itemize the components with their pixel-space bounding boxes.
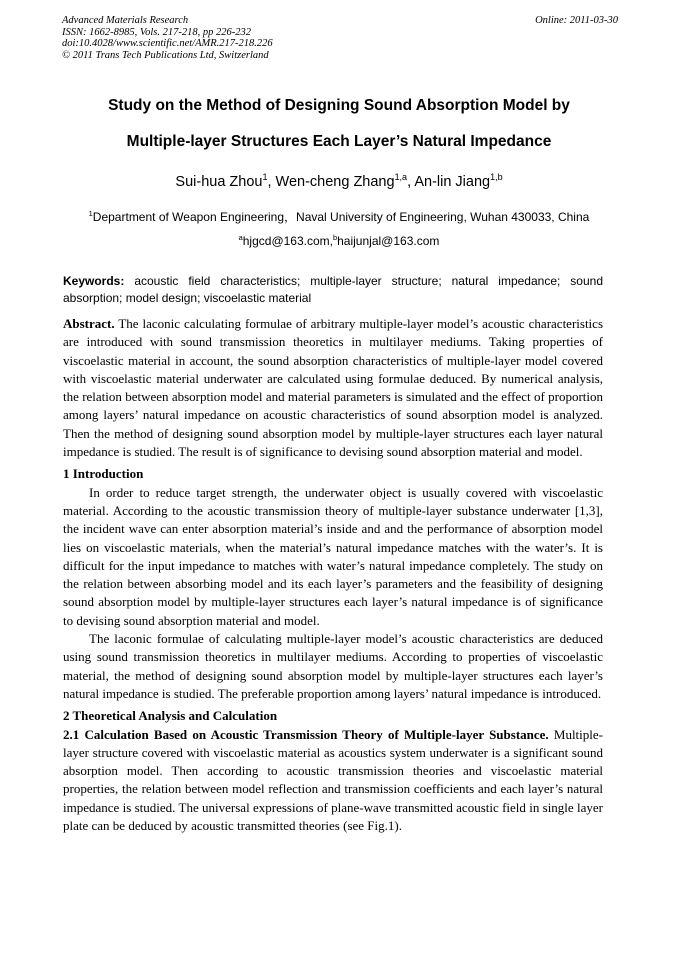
abstract-text: The laconic calculating formulae of arbitrary multiple-layer model’s acoustic characteristics are introduced with sound transmission theoretics in multilayer mediums. Taking properties of viscoelastic material in account, the sound absorption characteristics of multiple-layer model covered with viscoelastic material underwater are calculated using formulae deduced. By numerical analysis, the relation between absorption model and material parameters is simulated and the effect of proportion among layers’ natural impedance on acoustic characteristics of sound absorption model is analyzed. Then the method of designing sound absorption model by multiple-layer structures each layer natural impedance is studied. The result is of significance to devising sound absorption material and model. — [63, 316, 603, 460]
subsection-2-1-heading: 2.1 Calculation Based on Acoustic Transmission Theory of Multiple-layer Substance. — [63, 726, 549, 742]
author-3-affiliation: 1,b — [490, 172, 503, 183]
author-1: Sui-hua Zhou — [175, 174, 263, 190]
paper-title-line-2: Multiple-layer Structures Each Layer’s Natural Impedance — [126, 133, 552, 150]
affiliation-text: Department of Weapon Engineering，Naval University of Engineering, Wuhan 430033, China — [92, 210, 590, 224]
email-b: haijunjal@163.com — [337, 234, 440, 248]
intro-paragraph-2: The laconic formulae of calculating multiple-layer model’s acoustic characteristics are deduced using sound transmission theoretics in multilayer mediums. According to properties of viscoelastic material, the method of designing sound absorption model by multiple-layer structures each layer’s natural impedance is studied. The preferable proportion among layers’ natural impedance is introduced. — [63, 631, 603, 701]
keywords-label: Keywords: — [63, 274, 125, 288]
author-2-affiliation: 1,a — [394, 172, 408, 183]
abstract-paragraph — [63, 315, 603, 461]
copyright-line: © 2011 Trans Tech Publications Ltd, Switzerland — [62, 49, 269, 61]
intro-paragraph-1: In order to reduce target strength, the underwater object is usually covered with viscoelastic material. According to the acoustic transmission theory of multiple-layer substance underwater [1,3], the incident wave can enter absorption material’s inside and and the performance of absorption model lies on viscoelastic materials, when the material’s natural impedance matches with the water’s. It is difficult for the input impedance to matches with water’s natural impedance completely. The study on the relation between absorbing model and its each layer’s parameters and the feasibility of designing sound absorption model by multiple-layer structures each layer’s natural impedance is of significance to devising sound absorption material and model. — [63, 484, 603, 628]
section-1-heading: 1 Introduction — [63, 466, 144, 482]
author-2: Wen-cheng Zhang — [275, 174, 395, 190]
section-2-heading: 2 Theoretical Analysis and Calculation — [63, 708, 278, 724]
author-separator: , — [407, 174, 415, 190]
email-a-marker: a — [238, 233, 243, 242]
author-1-affiliation: 1 — [262, 172, 268, 183]
journal-header — [62, 15, 618, 61]
author-list — [40, 174, 638, 190]
author-separator: , — [267, 174, 276, 190]
journal-name: Advanced Materials Research — [62, 15, 189, 26]
paper-body — [63, 315, 603, 835]
keywords-text: acoustic field characteristics; multiple-layer structure; natural impedance; sound absorption; model design; viscoelastic material — [63, 274, 603, 305]
affiliation-marker: 1 — [88, 209, 93, 218]
subsection-2-1-text: Multiple-layer structure covered with viscoelastic material as acoustics system underwater is a significant sound absorption model. Then according to acoustic transmission theories and viscoelastic material properties, the relation between model reflection and transmission coefficients and each layer’s natural impedance is studied. The universal expressions of plane-wave transmitted acoustic field in single layer plate can be deduced by acoustic transmitted theories (see Fig.1). — [63, 726, 603, 834]
issn-line: ISSN: 1662-8985, Vols. 217-218, pp 226-232 — [62, 26, 251, 38]
subsection-2-1-paragraph — [63, 726, 603, 836]
email-a: hjgcd@163.com, — [242, 234, 333, 248]
affiliation — [40, 208, 638, 225]
online-date: Online: 2011-03-30 — [535, 15, 618, 26]
author-3: An-lin Jiang — [414, 174, 491, 190]
paper-title-line-1: Study on the Method of Designing Sound Absorption Model by — [108, 97, 570, 114]
author-emails — [40, 234, 638, 248]
email-b-marker: b — [332, 233, 338, 242]
abstract-label: Abstract. — [63, 316, 115, 331]
doi-line: doi:10.4028/www.scientific.net/AMR.217-218.226 — [62, 38, 273, 49]
keywords-block — [63, 273, 603, 307]
